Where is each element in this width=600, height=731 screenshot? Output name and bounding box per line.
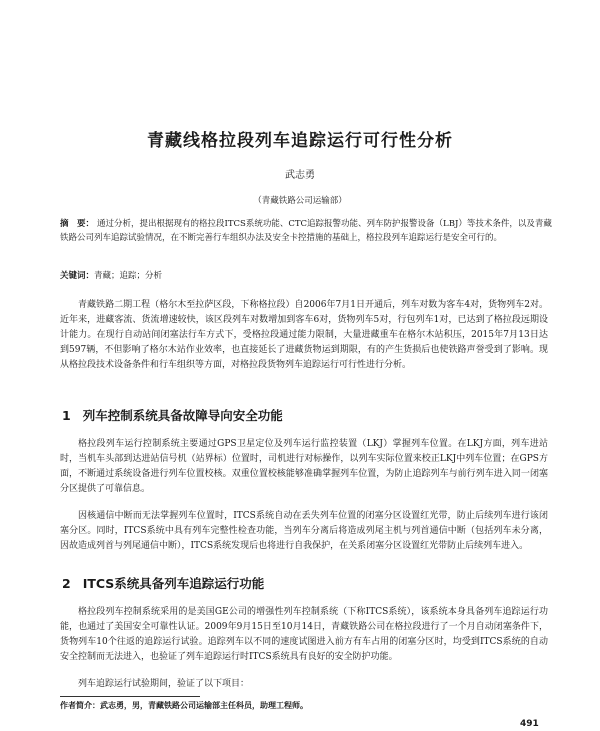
paper-title: 青藏线格拉段列车追踪运行可行性分析 [147, 131, 453, 151]
section-2-paragraph: 格拉段列车控制系统采用的是美国GE公司的增强性列车控制系统（下称ITCS系统），该系统本身具备列车追踪运行功能，也通过了美国安全可靠性认证。2009年9月15日至10月14日，青藏铁路公司在格拉段进行了一个月自动闭塞条件下，货物列车10个往返的追踪运行试验。追踪列车以不同的速度试图进入前方有车占用的闭塞分区时，均受到ITCS系统的自动安全控制而无法进入，也验证了列车追踪运行时ITCS系统具有良好的安全防护功能。 [60, 607, 548, 662]
section-2-title: ITCS系统具备列车追踪运行功能 [82, 576, 265, 591]
keywords-text: 青藏；追踪；分析 [94, 271, 163, 281]
section-1-paragraph: 格拉段列车运行控制系统主要通过GPS卫星定位及列车运行监控装置（LKJ）掌握列车位置。在LKJ方面，列车进站时，当机车头部到达进站信号机（站界标）位置时，司机进行对标操作，以列车实际位置来校正LKJ中列车位置；在GPS方面，不断通过系统设备进行列车位置校核。双重位置校核能够准确掌握列车位置，为防止追踪列车与前行列车进入同一闭塞分区提供了可靠信息。 [60, 439, 548, 494]
author-affiliation: （青藏铁路公司运输部） [253, 196, 347, 206]
section-1-heading [62, 406, 283, 424]
abstract-text: 通过分析，提出根据现有的格拉段ITCS系统功能、CTC追踪报警功能、列车防护报警设备（LBJ）等技术条件，以及青藏铁路公司列车追踪试验情况，在不断完善行车组织办法及安全卡控措施的基础上，格拉段列车追踪运行是安全可行的。 [60, 219, 552, 243]
section-2-number: 2 [62, 576, 71, 591]
section-1-paragraph: 因核通信中断而无法掌握列车位置时，ITCS系统自动在丢失列车位置的闭塞分区设置红光带，防止后续列车进行该闭塞分区。同时，ITCS系统中具有列车完整性检查功能，当列车分离后将造成列尾主机与列首通信中断（包括列车未分离，因故造成列首与列尾通信中断），ITCS系统发现后也将进行自我保护，在关系闭塞分区设置红光带防止后续列车进入。 [60, 511, 548, 551]
section-2-paragraph: 列车追踪运行试验期间，验证了以下项目： [78, 679, 250, 689]
section-1-title: 列车控制系统具备故障导向安全功能 [82, 408, 283, 423]
section-2-heading [62, 574, 264, 592]
footnote-divider [60, 696, 200, 697]
section-1-number: 1 [62, 408, 71, 423]
abstract [60, 218, 560, 245]
keywords-label: 关键词： [60, 271, 95, 281]
abstract-label: 摘 要： [60, 219, 95, 229]
page-number: 491 [520, 719, 539, 729]
author-footnote: 作者简介：武志勇，男，青藏铁路公司运输部主任科员，助理工程师。 [60, 701, 308, 710]
intro-paragraph: 青藏铁路二期工程（格尔木至拉萨区段，下称格拉段）自2006年7月1日开通后，列车对数为客车4对，货物列车2对。近年来，进藏客流、货流增速较快，该区段列车对数增加到客车6对，货物列车5对，行包列车1对，已达到了格拉段远期设计能力。在现行自动站间闭塞法行车方式下，受格拉段通过能力限制，大量进藏重车在格尔木站积压，2015年7月13日达到597辆，不但影响了格尔木站作业效率，也直接延长了进藏货物运到期限，有的产生货损后也使铁路声誉受到了影响。现从格拉段技术设备条件和行车组织等方面，对格拉段货物列车追踪运行可行性进行分析。 [60, 300, 548, 370]
author-name: 武志勇 [285, 170, 315, 181]
keywords [60, 269, 560, 281]
